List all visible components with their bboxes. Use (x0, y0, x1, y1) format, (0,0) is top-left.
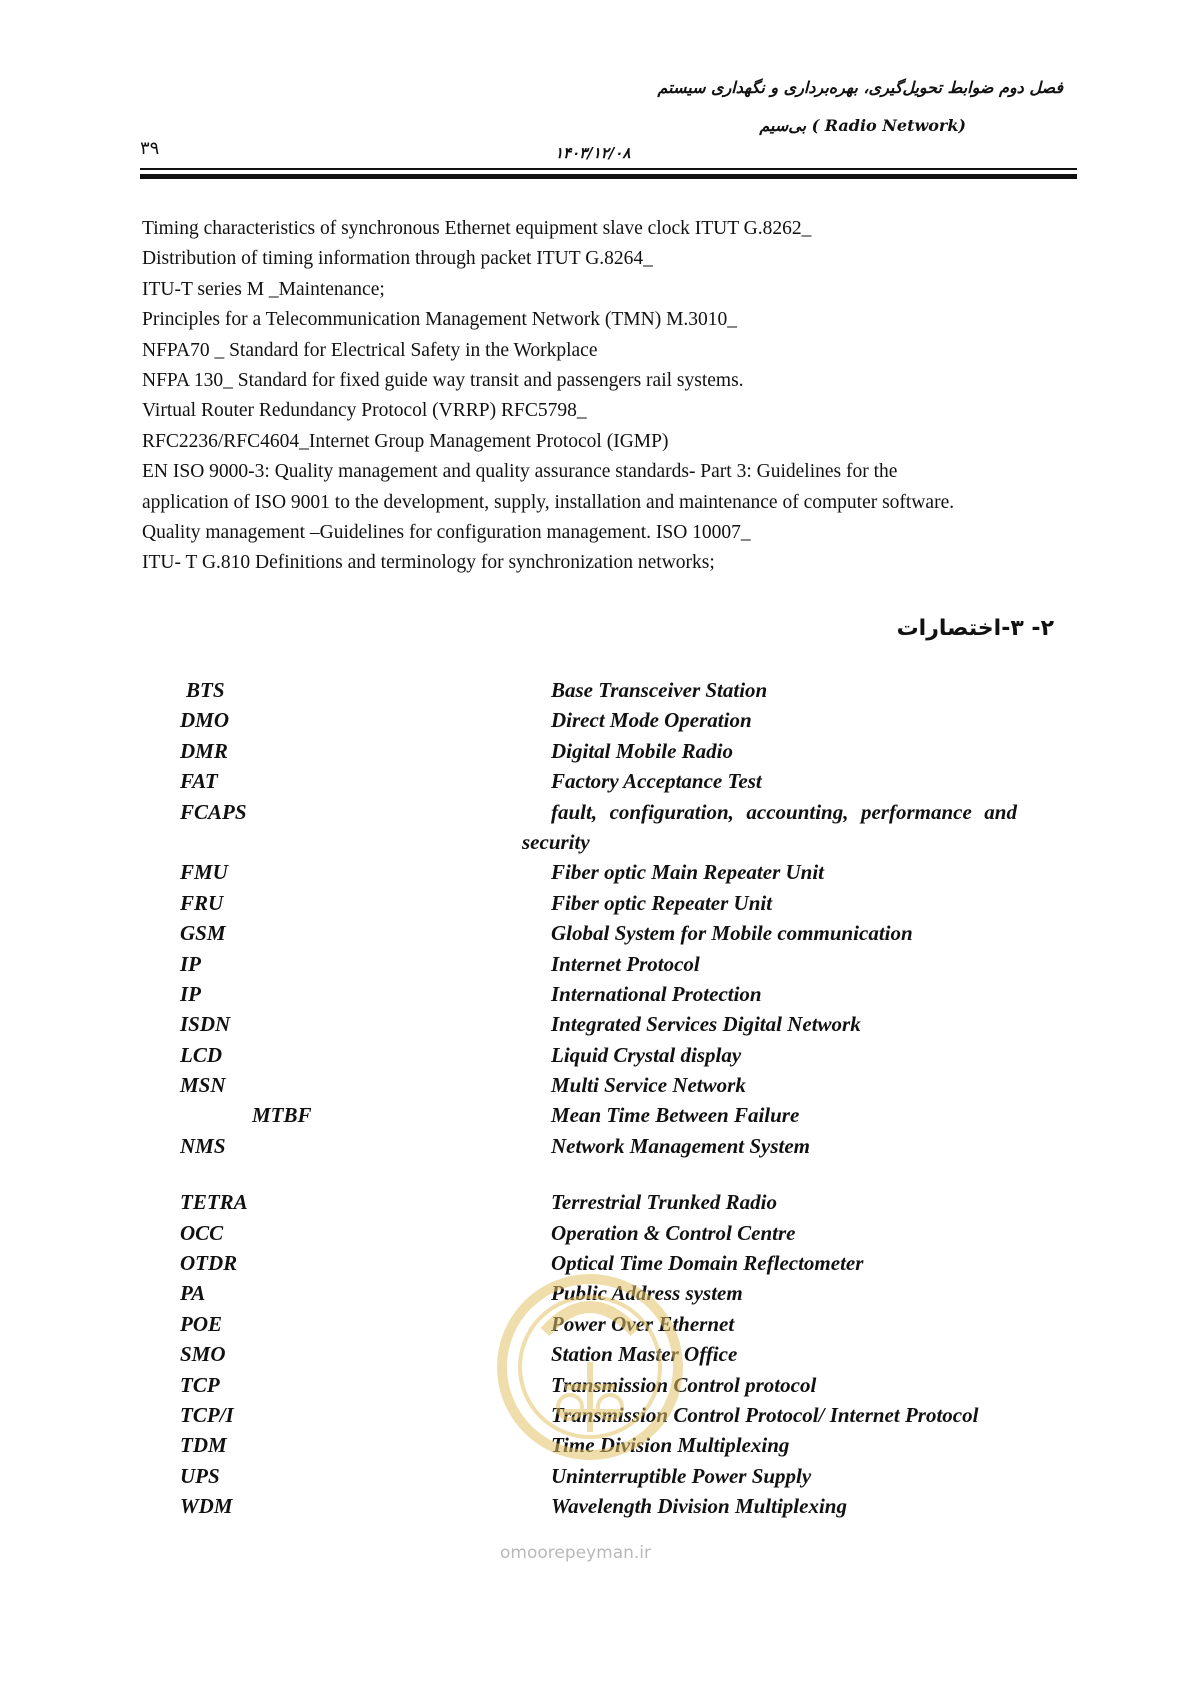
abbreviation-definition: Transmission Control protocol (551, 1372, 817, 1397)
abbreviation-term: DMR (180, 738, 228, 763)
abbreviation-row (0, 1131, 1191, 1161)
abbreviation-definition: Terrestrial Trunked Radio (551, 1190, 777, 1215)
abbreviation-row (0, 1278, 1191, 1308)
abbreviation-term: LCD (180, 1042, 222, 1067)
abbreviation-definition: Factory Acceptance Test (551, 769, 762, 794)
reference-item: Principles for a Telecommunication Management Network (TMN) M.3010_ (142, 309, 738, 331)
abbreviation-row (0, 918, 1191, 948)
abbreviation-term: OCC (180, 1220, 224, 1245)
abbreviation-row (0, 1040, 1191, 1070)
abbreviation-term: TCP (180, 1372, 220, 1397)
reference-item: RFC2236/RFC4604_Internet Group Management Protocol (IGMP) (142, 430, 669, 452)
abbreviation-term: OTDR (180, 1251, 238, 1276)
abbreviation-definition: Station Master Office (551, 1342, 738, 1367)
header-divider-thick (140, 174, 1077, 179)
abbreviation-definition: Optical Time Domain Reflectometer (551, 1251, 864, 1276)
abbreviation-row (0, 888, 1191, 918)
reference-item: Virtual Router Redundancy Protocol (VRRP) RFC5798_ (142, 400, 587, 422)
abbreviation-term: TCP/I (180, 1403, 234, 1427)
abbreviation-term: DMO (180, 708, 230, 733)
abbreviation-term: MTBF (252, 1103, 312, 1128)
abbreviation-term: TETRA (180, 1190, 248, 1215)
abbreviation-definition: Uninterruptible Power Supply (551, 1463, 812, 1488)
abbreviation-term: FAT (180, 769, 218, 794)
abbreviation-term: NMS (180, 1133, 226, 1158)
reference-item: NFPA 130_ Standard for fixed guide way transit and passengers rail systems. (142, 370, 744, 392)
abbreviation-term: POE (180, 1311, 222, 1336)
abbreviation-definition: Fiber optic Repeater Unit (551, 890, 773, 915)
reference-item: NFPA70 _ Standard for Electrical Safety in the Workplace (142, 339, 598, 361)
abbreviation-row (0, 979, 1191, 1009)
abbreviation-definition: Transmission Control Protocol/ Internet Protocol (551, 1403, 979, 1427)
abbreviation-row (0, 1070, 1191, 1100)
abbreviation-row (0, 1100, 1191, 1130)
reference-item: EN ISO 9000-3: Quality management and quality assurance standards- Part 3: Guidelines for the (142, 461, 898, 483)
abbreviation-row (0, 1339, 1191, 1369)
abbreviation-term: TDM (180, 1433, 227, 1458)
abbreviation-definition: Base Transceiver Station (551, 678, 768, 702)
abbreviation-term: ISDN (180, 1012, 231, 1037)
reference-list (142, 214, 1082, 579)
abbreviation-term: BTS (186, 678, 225, 702)
abbreviations-table (0, 675, 1191, 1522)
abbreviation-definition: Wavelength Division Multiplexing (551, 1494, 847, 1519)
abbreviation-row (0, 766, 1191, 796)
reference-item: ITU-T series M _Maintenance; (142, 278, 385, 300)
abbreviation-definition: Public Address system (551, 1281, 743, 1306)
abbreviation-definition: Operation & Control Centre (551, 1220, 796, 1245)
abbreviation-row (0, 1461, 1191, 1491)
header-divider-thin (140, 168, 1077, 170)
reference-item: ITU- T G.810 Definitions and terminology for synchronization networks; (142, 552, 715, 574)
abbreviation-row (0, 1491, 1191, 1521)
abbreviation-term: FMU (180, 860, 228, 885)
abbreviation-term: SMO (180, 1342, 226, 1367)
abbreviation-definition: Internet Protocol (551, 951, 700, 976)
abbreviation-definition: Time Division Multiplexing (551, 1433, 790, 1458)
reference-item: application of ISO 9001 to the development, supply, installation and maintenance of computer software. (142, 491, 955, 513)
abbreviation-row (0, 1309, 1191, 1339)
abbreviation-row (0, 1430, 1191, 1460)
abbreviation-definition: Multi Service Network (551, 1073, 746, 1098)
header-subtitle: بی‌سیم ( Radio Network) (759, 116, 966, 135)
abbreviation-term: GSM (180, 921, 226, 946)
abbreviation-term: PA (180, 1281, 206, 1306)
abbreviation-row (0, 1370, 1191, 1400)
watermark-url: omoorepeyman.ir (500, 1543, 652, 1563)
table-spacer (0, 1161, 1191, 1187)
abbreviation-definition: Global System for Mobile communication (551, 921, 913, 946)
abbreviation-row (0, 1218, 1191, 1248)
abbreviation-term: MSN (180, 1073, 226, 1098)
abbreviation-term: FRU (180, 890, 224, 915)
page-number: ۳۹ (140, 138, 160, 159)
abbreviation-definition: fault, configuration, accounting, performance and security (522, 799, 1017, 854)
abbreviation-definition: Fiber optic Main Repeater Unit (551, 860, 824, 885)
section-heading-abbreviations: ۲- ۳-اختصارات (896, 616, 1054, 641)
abbreviation-row (0, 949, 1191, 979)
abbreviation-row (0, 705, 1191, 735)
abbreviation-definition: Digital Mobile Radio (551, 738, 734, 763)
chapter-title: فصل دوم ضوابط تحویل‌گیری، بهره‌برداری و نگهداری سیستم (657, 78, 1063, 97)
abbreviation-definition: Network Management System (551, 1133, 811, 1158)
abbreviation-definition: Mean Time Between Failure (551, 1103, 800, 1128)
abbreviation-definition: Power Over Ethernet (551, 1311, 735, 1336)
abbreviation-term: UPS (180, 1463, 220, 1488)
header-date: ۱۴۰۳/۱۲/۰۸ (555, 144, 631, 162)
abbreviation-term: IP (180, 951, 201, 976)
abbreviation-term: FCAPS (180, 799, 247, 824)
abbreviation-row (0, 797, 1191, 858)
page-header (0, 0, 1191, 190)
abbreviation-term: IP (180, 981, 201, 1006)
reference-item: Timing characteristics of synchronous Ethernet equipment slave clock ITUT G.8262_ (142, 218, 812, 239)
abbreviation-row (0, 857, 1191, 887)
reference-item: Distribution of timing information through packet ITUT G.8264_ (142, 248, 653, 270)
abbreviation-definition: International Protection (551, 981, 762, 1006)
abbreviation-term: WDM (180, 1494, 233, 1519)
abbreviation-row (0, 675, 1191, 705)
abbreviation-row (0, 736, 1191, 766)
abbreviation-row (0, 1009, 1191, 1039)
abbreviation-definition: Direct Mode Operation (551, 708, 752, 733)
abbreviation-row (0, 1248, 1191, 1278)
abbreviation-definition: Liquid Crystal display (551, 1042, 742, 1067)
abbreviation-definition: Integrated Services Digital Network (551, 1012, 861, 1037)
abbreviation-row (0, 1400, 1191, 1430)
abbreviation-row (0, 1187, 1191, 1217)
reference-item: Quality management –Guidelines for configuration management. ISO 10007_ (142, 522, 751, 544)
